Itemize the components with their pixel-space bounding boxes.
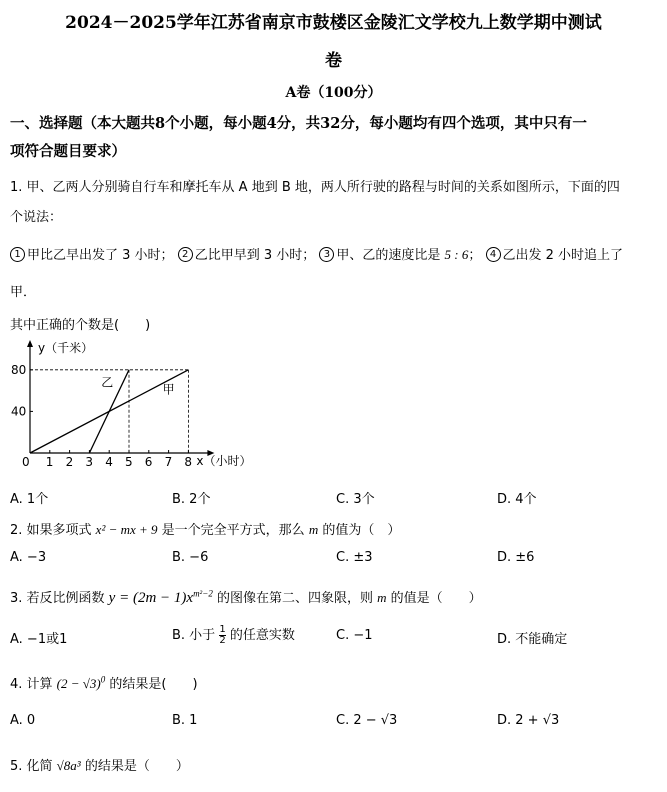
x-tick-label: 0 — [22, 455, 30, 469]
distance-time-chart — [8, 338, 268, 478]
q3-text-c: 的值是（ ） — [386, 591, 482, 606]
q1-option-b[interactable]: B. 2个 — [172, 492, 211, 507]
q3-option-b-label: B. 小于 — [172, 628, 216, 643]
q2-text-b: 是一个完全平方式，那么 — [157, 523, 309, 538]
q2-variable: m — [308, 522, 319, 537]
x-tick-label: 5 — [125, 455, 133, 469]
q4-option-b[interactable]: B. 1 — [172, 713, 198, 728]
y-axis-arrow-icon — [27, 340, 33, 347]
section-heading-line2: 项符合题目要求） — [10, 143, 126, 160]
paper-subtitle: A卷（100分） — [285, 85, 382, 101]
q3-text-a: 3. 若反比例函数 — [10, 591, 109, 606]
q3-option-b[interactable] — [172, 624, 295, 646]
section-heading — [10, 110, 660, 166]
q4-text-a: 4. 计算 — [10, 677, 57, 692]
q2-option-b[interactable]: B. −6 — [172, 550, 209, 565]
q1-option-d[interactable]: D. 4个 — [497, 492, 537, 507]
x-tick-label: 4 — [105, 455, 113, 469]
q4-option-a[interactable]: A. 0 — [10, 713, 36, 728]
q1-statement-4: 乙出发 2 小时追上了 — [502, 248, 624, 263]
q1-option-a[interactable]: A. 1个 — [10, 492, 49, 507]
circled-number-icon: 3 — [319, 247, 334, 262]
circled-number-icon: 4 — [486, 247, 501, 262]
q3-option-b-tail: 的任意实数 — [225, 628, 295, 643]
q2-option-d[interactable]: D. ±6 — [497, 550, 535, 565]
q4-exponent: 0 — [100, 674, 106, 685]
q2-option-c[interactable]: C. ±3 — [336, 550, 373, 565]
circled-number-icon: 1 — [10, 247, 25, 262]
x-tick-label: 3 — [85, 455, 94, 469]
q2-option-a[interactable]: A. −3 — [10, 550, 47, 565]
x-tick-label: 8 — [184, 455, 193, 469]
x-tick-label: 1 — [45, 455, 54, 469]
q3-exponent: m²−2 — [193, 588, 213, 599]
fraction-one-half: $\frac{1}{2}$ — [219, 624, 226, 646]
q3-text-b: 的图像在第二、四象限，则 — [212, 591, 378, 606]
q1-statement-3a: 甲、乙的速度比是 — [336, 248, 445, 263]
q1-text-line1: 1. 甲、乙两人分别骑自行车和摩托车从 A 地到 B 地，两人所行驶的路程与时间的关系如图所示，下面的四 — [10, 180, 620, 195]
q1-text-line2: 个说法： — [10, 210, 63, 225]
q2-text-a: 2. 如果多项式 — [10, 523, 96, 538]
q4-option-d[interactable]: D. 2 + √3 — [497, 713, 560, 728]
q4-text-b: 的结果是( ) — [105, 677, 198, 692]
q4-option-c[interactable]: C. 2 − √3 — [336, 713, 398, 728]
y-tick-label: 40 — [11, 404, 27, 419]
q1-text-line4: 甲． — [10, 285, 37, 300]
q5-text-b: 的结果是（ ） — [80, 759, 189, 774]
q5-expression: √8a³ — [56, 758, 81, 773]
y-axis-label: y（千米） — [38, 341, 94, 355]
q2-text-c: 的值为（ ） — [318, 523, 401, 538]
q1-statement-3b: ； — [468, 248, 482, 263]
q3-option-a[interactable]: A. −1或1 — [10, 632, 68, 647]
q1-statement-2: 乙比甲早到 3 小时； — [194, 248, 316, 263]
circled-number-icon: 2 — [178, 247, 193, 262]
section-heading-line1: 一、选择题（本大题共8个小题，每小题4分，共32分，每小题均有四个选项，其中只有一 — [10, 115, 587, 132]
q3-option-c[interactable]: C. −1 — [336, 628, 373, 643]
q2-text — [10, 519, 400, 538]
q3-text — [10, 587, 482, 607]
q3-option-d[interactable]: D. 不能确定 — [497, 632, 568, 647]
q3-variable: m — [377, 590, 387, 605]
q2-expression: x² − mx + 9 — [95, 522, 158, 537]
q1-statements — [10, 244, 623, 263]
series-label-jia: 甲 — [162, 382, 175, 397]
q1-statement-1: 甲比乙早出发了 3 小时； — [27, 248, 174, 263]
q3-expression: y = (2m − 1)x — [108, 590, 194, 606]
series-label-yi: 乙 — [101, 375, 114, 390]
y-tick-label: 80 — [11, 362, 27, 377]
q1-prompt: 其中正确的个数是( ) — [10, 318, 151, 333]
q4-text — [10, 673, 198, 692]
x-axis-label: x（小时） — [196, 454, 252, 468]
page-title-line2: 卷 — [325, 51, 342, 71]
x-tick-label: 7 — [164, 455, 173, 469]
x-tick-label: 6 — [144, 455, 153, 469]
q4-expression: (2 − √3) — [56, 676, 101, 691]
q1-option-c[interactable]: C. 3个 — [336, 492, 375, 507]
q5-text — [10, 755, 189, 774]
q1-ratio: 5 : 6 — [444, 247, 469, 262]
q5-text-a: 5. 化简 — [10, 759, 57, 774]
x-tick-label: 2 — [65, 455, 74, 469]
page-title-line1: 2024－2025学年江苏省南京市鼓楼区金陵汇文学校九上数学期中测试 — [65, 13, 602, 33]
